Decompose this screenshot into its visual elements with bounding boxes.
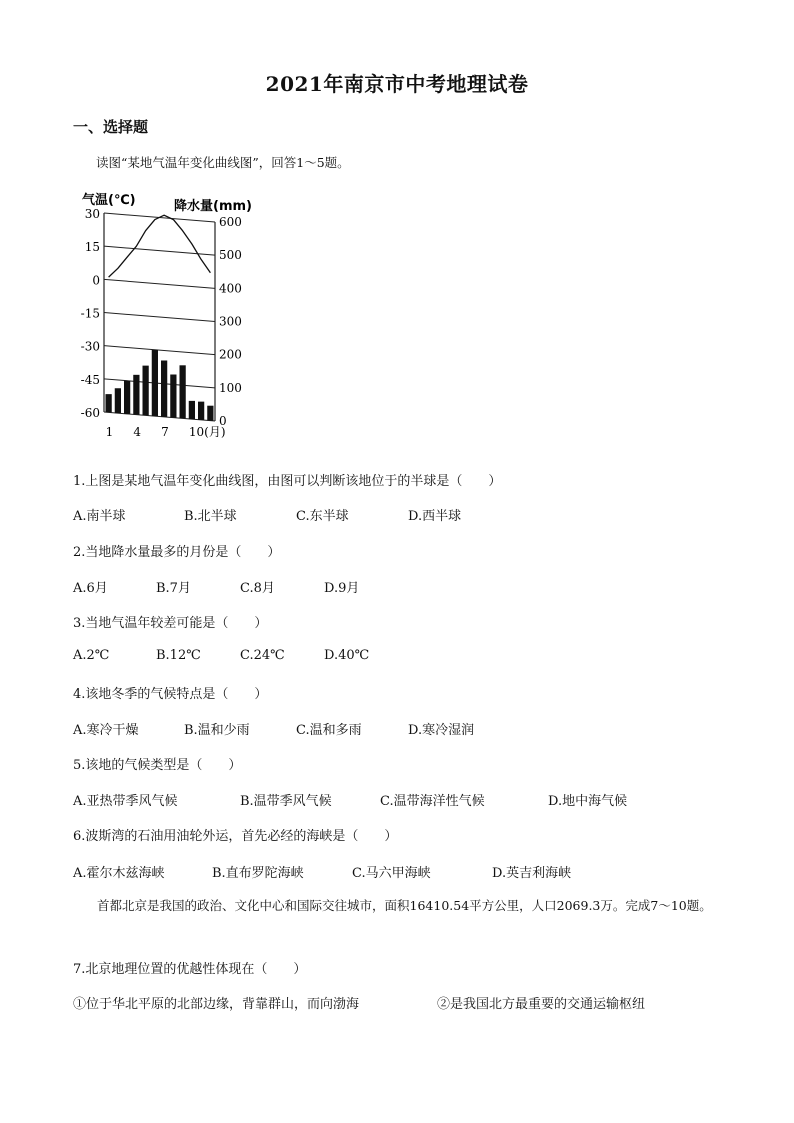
q1-option-d[interactable]: D.西半球 bbox=[408, 509, 462, 524]
beijing-passage: 首都北京是我国的政治、文化中心和国际交往城市，面积16410.54平方公里，人口2069.3万。完成7～10题。 bbox=[97, 898, 712, 913]
x-tick-label: 7 bbox=[161, 425, 169, 439]
question-7: 7.北京地理位置的优越性体现在（ ） bbox=[73, 962, 307, 977]
q5-option-d[interactable]: D.地中海气候 bbox=[548, 794, 628, 809]
temperature-curve bbox=[109, 215, 211, 277]
x-tick-label: 10(月) bbox=[188, 425, 226, 439]
left-tick-label: 0 bbox=[92, 273, 100, 288]
left-tick-label: -45 bbox=[80, 372, 100, 387]
q6-option-d[interactable]: D.英吉利海峡 bbox=[492, 866, 572, 881]
q2-option-a[interactable]: A.6月 bbox=[73, 581, 108, 596]
grid-line bbox=[104, 346, 215, 355]
q6-option-b[interactable]: B.直布罗陀海峡 bbox=[212, 866, 304, 881]
right-tick-label: 200 bbox=[219, 347, 242, 362]
q5-option-b[interactable]: B.温带季风气候 bbox=[240, 794, 332, 809]
precipitation-bar bbox=[207, 406, 213, 421]
grid-line bbox=[104, 279, 215, 288]
precipitation-bar bbox=[170, 375, 176, 418]
q5-option-a[interactable]: A.亚热带季风气候 bbox=[73, 794, 178, 809]
grid-line bbox=[104, 313, 215, 322]
page-title: 2021年南京市中考地理试卷 bbox=[265, 72, 529, 96]
question-6: 6.波斯湾的石油用油轮外运，首先必经的海峡是（ ） bbox=[73, 829, 398, 844]
precipitation-bar bbox=[189, 401, 195, 419]
precipitation-bar bbox=[106, 394, 112, 412]
q5-option-c[interactable]: C.温带海洋性气候 bbox=[380, 794, 485, 809]
q7-item-1: ①位于华北平原的北部边缘，背靠群山，而向渤海 bbox=[73, 997, 360, 1012]
q3-option-b[interactable]: B.12℃ bbox=[156, 648, 201, 663]
right-tick-label: 500 bbox=[219, 248, 242, 263]
question-1: 1.上图是某地气温年变化曲线图，由图可以判断该地位于的半球是（ ） bbox=[73, 474, 502, 489]
precipitation-bar bbox=[133, 375, 139, 415]
x-tick-label: 1 bbox=[105, 425, 114, 439]
right-tick-label: 300 bbox=[219, 314, 242, 329]
section-heading: 一、选择题 bbox=[73, 118, 149, 136]
question-5: 5.该地的气候类型是（ ） bbox=[73, 758, 242, 773]
left-tick-label: -60 bbox=[80, 406, 100, 420]
precipitation-bar bbox=[180, 365, 186, 418]
q2-option-c[interactable]: C.8月 bbox=[240, 581, 275, 596]
q4-option-d[interactable]: D.寒冷湿润 bbox=[408, 723, 475, 738]
precipitation-bar bbox=[152, 350, 158, 416]
q6-option-a[interactable]: A.霍尔木兹海峡 bbox=[73, 866, 165, 881]
question-4: 4.该地冬季的气候特点是（ ） bbox=[73, 687, 268, 702]
left-tick-label: 30 bbox=[84, 207, 100, 221]
q2-option-b[interactable]: B.7月 bbox=[156, 581, 191, 596]
precipitation-bar bbox=[115, 388, 121, 413]
temperature-axis-label: 气温(℃) bbox=[82, 193, 136, 208]
q1-option-b[interactable]: B.北半球 bbox=[184, 509, 237, 524]
q3-option-d[interactable]: D.40℃ bbox=[324, 648, 370, 663]
grid-line bbox=[104, 379, 215, 388]
right-tick-label: 400 bbox=[219, 281, 242, 296]
right-tick-label: 0 bbox=[219, 414, 227, 428]
left-tick-label: -30 bbox=[80, 339, 100, 354]
intro-text: 读图“某地气温年变化曲线图”，回答1～5题。 bbox=[96, 155, 350, 170]
q3-option-a[interactable]: A.2℃ bbox=[73, 648, 110, 663]
q4-option-a[interactable]: A.寒冷干燥 bbox=[73, 723, 139, 738]
precipitation-bar bbox=[161, 360, 167, 416]
q4-option-c[interactable]: C.温和多雨 bbox=[296, 723, 362, 738]
right-tick-label: 600 bbox=[219, 215, 242, 229]
q1-option-c[interactable]: C.东半球 bbox=[296, 509, 349, 524]
q3-option-c[interactable]: C.24℃ bbox=[240, 648, 285, 663]
precipitation-bar bbox=[124, 381, 130, 414]
precipitation-axis-label: 降水量(mm) bbox=[174, 199, 252, 214]
left-tick-label: 15 bbox=[84, 240, 100, 255]
precipitation-bar bbox=[198, 402, 204, 420]
q6-option-c[interactable]: C.马六甲海峡 bbox=[352, 866, 431, 881]
climate-chart bbox=[78, 190, 278, 446]
q7-item-2: ②是我国北方最重要的交通运输枢纽 bbox=[437, 997, 646, 1012]
question-3: 3.当地气温年较差可能是（ ） bbox=[73, 616, 268, 631]
precipitation-bar bbox=[143, 366, 149, 416]
q4-option-b[interactable]: B.温和少雨 bbox=[184, 723, 250, 738]
x-tick-label: 4 bbox=[133, 425, 142, 439]
q1-option-a[interactable]: A.南半球 bbox=[73, 509, 126, 524]
question-2: 2.当地降水量最多的月份是（ ） bbox=[73, 545, 281, 560]
right-tick-label: 100 bbox=[219, 380, 242, 395]
left-tick-label: -15 bbox=[80, 306, 100, 321]
q2-option-d[interactable]: D.9月 bbox=[324, 581, 360, 596]
